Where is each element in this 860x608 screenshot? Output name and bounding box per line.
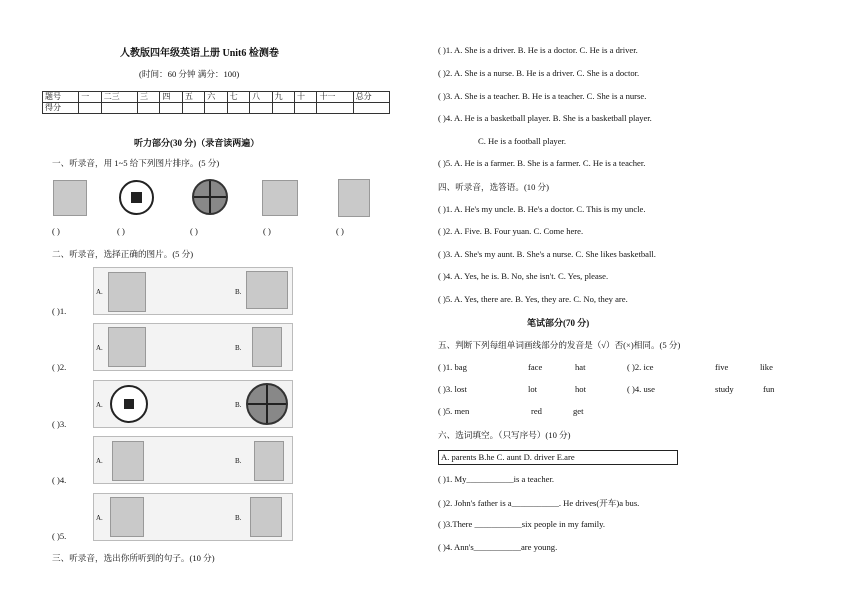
picture-basketball (192, 179, 228, 215)
q5-word: fun (763, 384, 775, 394)
question-3-prompt: 三、听录音，选出你所听到的句子。(10 分) (52, 553, 215, 563)
question-2-prompt: 二、听录音，选择正确的图片。(5 分) (52, 249, 194, 259)
q2-option-a-label: A. (96, 401, 103, 409)
q2-option-a-label: A. (96, 457, 103, 465)
q1-blank[interactable]: ( ) (336, 226, 344, 236)
question-4-prompt: 四、听录音，选答语。(10 分) (438, 182, 549, 192)
listening-heading: 听力部分(30 分)（录音读两遍） (134, 138, 260, 148)
score-header-cell: 一 (79, 92, 101, 103)
score-header-cell: 九 (272, 92, 294, 103)
q5-word: study (715, 384, 734, 394)
score-cell[interactable] (295, 103, 317, 114)
q5-word: lot (528, 384, 538, 394)
score-header-cell: 题号 (43, 92, 79, 103)
q4-item[interactable]: ( )5. A. Yes, there are. B. Yes, they are. C. No, they are. (438, 294, 628, 304)
score-header-cell: 七 (227, 92, 249, 103)
q3-item[interactable]: ( )3. A. She is a teacher. B. He is a teacher. C. She is a nurse. (438, 91, 647, 101)
score-table-score-row (43, 103, 390, 114)
score-header-cell: 十 (295, 92, 317, 103)
score-header-cell: 总分 (353, 92, 389, 103)
q2-option-b-label: B. (235, 344, 242, 352)
score-cell[interactable] (101, 103, 137, 114)
q2-row-1[interactable]: ( )1. (52, 306, 67, 316)
q5-word: face (528, 362, 543, 372)
q5-row-1-item-2[interactable]: ( )2. ice (627, 362, 654, 372)
score-cell[interactable] (272, 103, 294, 114)
exam-title: 人教版四年级英语上册 Unit6 检测卷 (120, 48, 279, 59)
q2-row-3[interactable]: ( )3. (52, 419, 67, 429)
score-header-cell: 十一 (317, 92, 353, 103)
cat-figure (250, 497, 282, 537)
q5-word: hat (575, 362, 586, 372)
q5-word: get (573, 406, 584, 416)
score-cell[interactable] (182, 103, 204, 114)
q2-option-b-label: B. (235, 514, 242, 522)
basketball-figure (246, 383, 288, 425)
q4-item[interactable]: ( )1. A. He's my uncle. B. He's a doctor. C. This is my uncle. (438, 204, 646, 214)
score-cell[interactable] (137, 103, 159, 114)
doctor-figure (108, 272, 146, 312)
score-cell[interactable] (317, 103, 353, 114)
score-header-cell: 八 (250, 92, 272, 103)
written-heading: 笔试部分(70 分) (527, 318, 590, 328)
exam-subtitle: (时间：60 分钟 满分：100) (139, 69, 240, 79)
cook-figure (108, 327, 146, 367)
score-header-cell: 五 (182, 92, 204, 103)
picture-football (119, 180, 154, 215)
q1-blank[interactable]: ( ) (190, 226, 198, 236)
q3-item-4-option-c[interactable]: C. He is a football player. (478, 136, 567, 146)
picture-clown (338, 179, 370, 217)
q5-row-1-item[interactable]: ( )1. bag (438, 362, 467, 372)
man-figure (254, 441, 284, 481)
q2-row-2[interactable]: ( )2. (52, 362, 67, 372)
q2-row-5[interactable]: ( )5. (52, 531, 67, 541)
clown-figure (252, 327, 282, 367)
score-cell[interactable] (227, 103, 249, 114)
woman-figure (112, 441, 144, 481)
question-1-prompt: 一、听录音，用 1~5 给下列图片排序。(5 分) (52, 158, 220, 168)
q2-option-a-label: A. (96, 288, 103, 296)
dog-figure (110, 497, 144, 537)
q6-item[interactable]: ( )1. My___________is a teacher. (438, 474, 554, 484)
q2-option-b-label: B. (235, 457, 242, 465)
q1-blank[interactable]: ( ) (52, 226, 60, 236)
football-figure (110, 385, 148, 423)
q5-row-2-item-2[interactable]: ( )4. use (627, 384, 655, 394)
score-table (42, 91, 390, 114)
q6-options: A. parents B.he C. aunt D. driver E.are (441, 452, 575, 462)
score-header-cell: 二三 (101, 92, 137, 103)
q4-item[interactable]: ( )4. A. Yes, he is. B. No, she isn't. C. Yes, please. (438, 271, 609, 281)
q5-word: hot (575, 384, 586, 394)
teacher-board-figure (246, 271, 288, 309)
q2-option-b-label: B. (235, 401, 242, 409)
q6-item[interactable]: ( )4. Ann's___________are young. (438, 542, 558, 552)
q1-blank[interactable]: ( ) (263, 226, 271, 236)
score-cell[interactable] (79, 103, 101, 114)
q4-item[interactable]: ( )3. A. She's my aunt. B. She's a nurse. C. She likes basketball. (438, 249, 656, 259)
question-6-prompt: 六、选词填空。（只写序号）(10 分) (438, 430, 571, 440)
q3-item[interactable]: ( )1. A. She is a driver. B. He is a doctor. C. He is a driver. (438, 45, 638, 55)
question-5-prompt: 五、判断下列每组单词画线部分的发音是（√）否(×)相同。(5 分) (438, 340, 681, 350)
q2-option-a-label: A. (96, 344, 103, 352)
q4-item[interactable]: ( )2. A. Five. B. Four yuan. C. Come here. (438, 226, 584, 236)
q5-word: five (715, 362, 729, 372)
score-header-cell: 三 (137, 92, 159, 103)
q6-item[interactable]: ( )2. John's father is a___________. He drives(开车)a bus. (438, 498, 640, 508)
q3-item[interactable]: ( )5. A. He is a farmer. B. She is a farmer. C. He is a teacher. (438, 158, 646, 168)
score-table-header-row (43, 92, 390, 103)
q5-row-2-item[interactable]: ( )3. lost (438, 384, 467, 394)
score-header-cell: 六 (205, 92, 227, 103)
q6-item[interactable]: ( )3.There ___________six people in my family. (438, 519, 605, 529)
q2-option-a-label: A. (96, 514, 103, 522)
score-cell[interactable] (353, 103, 389, 114)
score-cell[interactable] (205, 103, 227, 114)
q5-word: red (531, 406, 542, 416)
score-row-label: 得分 (43, 103, 79, 114)
q3-item[interactable]: ( )2. A. She is a nurse. B. He is a driver. C. She is a doctor. (438, 68, 640, 78)
score-header-cell: 四 (160, 92, 182, 103)
score-cell[interactable] (250, 103, 272, 114)
q5-row-3-item[interactable]: ( )5. men (438, 406, 470, 416)
q1-blank[interactable]: ( ) (117, 226, 125, 236)
q2-row-4[interactable]: ( )4. (52, 475, 67, 485)
q2-option-b-label: B. (235, 288, 242, 296)
picture-cook (53, 180, 87, 216)
q3-item[interactable]: ( )4. A. He is a basketball player. B. She is a basketball player. (438, 113, 652, 123)
picture-person (262, 180, 298, 216)
q5-word: like (760, 362, 773, 372)
score-cell[interactable] (160, 103, 182, 114)
